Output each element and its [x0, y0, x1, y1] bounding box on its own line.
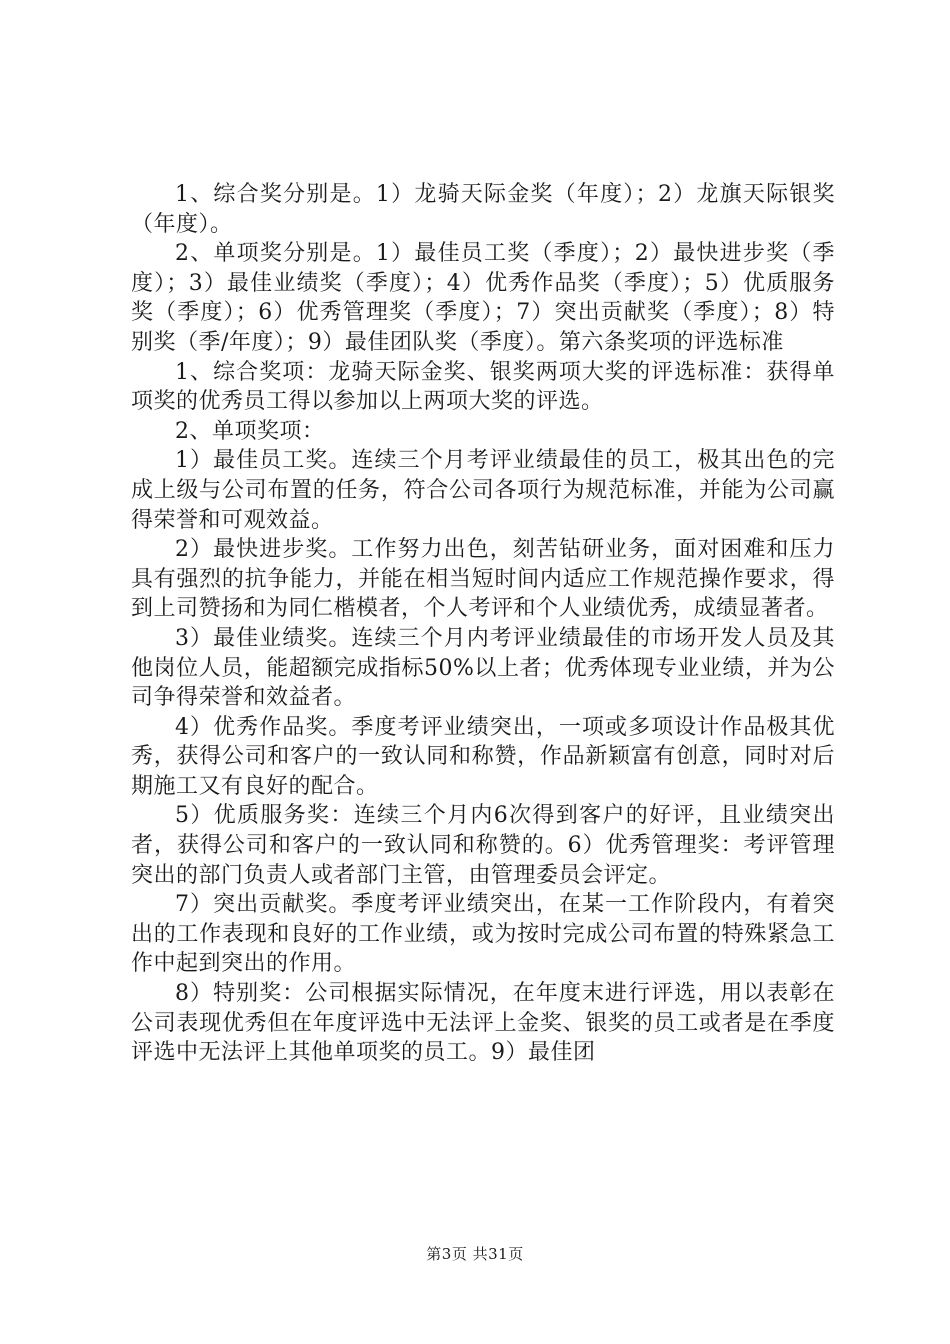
page-number-footer: 第3页 共31页	[426, 1245, 524, 1263]
paragraph-best-performance: 3）最佳业绩奖。连续三个月内考评业绩最佳的市场开发人员及其他岗位人员，能超额完成指标50%以上者；优秀体现专业业绩，并为公司争得荣誉和效益者。	[131, 625, 835, 711]
paragraph-quality-service: 5）优质服务奖：连续三个月内6次得到客户的好评，且业绩突出者，获得公司和客户的一致认同和称赞的。6）优秀管理奖：考评管理突出的部门负责人或者部门主管，由管理委员会评定。	[131, 803, 835, 888]
paragraph-excellent-work: 4）优秀作品奖。季度考评业绩突出，一项或多项设计作品极其优秀，获得公司和客户的一致认同和称赞，作品新颖富有创意，同时对后期施工又有良好的配合。	[131, 714, 835, 799]
paragraph-outstanding-contribution: 7）突出贡献奖。季度考评业绩突出，在某一工作阶段内，有着突出的工作表现和良好的工作业绩，或为按时完成公司布置的特殊紧急工作中起到突出的作用。	[131, 892, 835, 977]
paragraph-comprehensive-awards: 1、综合奖分别是。1）龙骑天际金奖（年度）；2）龙旗天际银奖（年度）。	[131, 182, 835, 237]
paragraph-single-criteria-heading: 2、单项奖项：	[175, 418, 325, 444]
paragraph-single-awards: 2、单项奖分别是。1）最佳员工奖（季度）；2）最快进步奖（季度）；3）最佳业绩奖（季度）；4）优秀作品奖（季度）；5）优质服务奖（季度）；6）优秀管理奖（季度）；7）突出贡献奖（季度）；8）特别奖（季/年度）；9）最佳团队奖（季度）。第六条奖项的评选标准	[131, 241, 835, 355]
paragraph-comprehensive-criteria: 1、综合奖项：龙骑天际金奖、银奖两项大奖的评选标准：获得单项奖的优秀员工得以参加以上两项大奖的评选。	[131, 359, 835, 415]
paragraph-best-employee: 1）最佳员工奖。连续三个月考评业绩最佳的员工，极其出色的完成上级与公司布置的任务，符合公司各项行为规范标准，并能为公司赢得荣誉和可观效益。	[131, 448, 835, 533]
paragraph-fastest-progress: 2）最快进步奖。工作努力出色，刻苦钻研业务，面对困难和压力具有强烈的抗争能力，并能在相当短时间内适应工作规范操作要求，得到上司赞扬和为同仁楷模者，个人考评和个人业绩优秀，成绩显著者。	[131, 537, 835, 622]
paragraph-special-award: 8）特别奖：公司根据实际情况，在年度末进行评选，用以表彰在公司表现优秀但在年度评选中无法评上金奖、银奖的员工或者是在季度评选中无法评上其他单项奖的员工。9）最佳团	[131, 981, 835, 1066]
document-body	[131, 180, 835, 1068]
